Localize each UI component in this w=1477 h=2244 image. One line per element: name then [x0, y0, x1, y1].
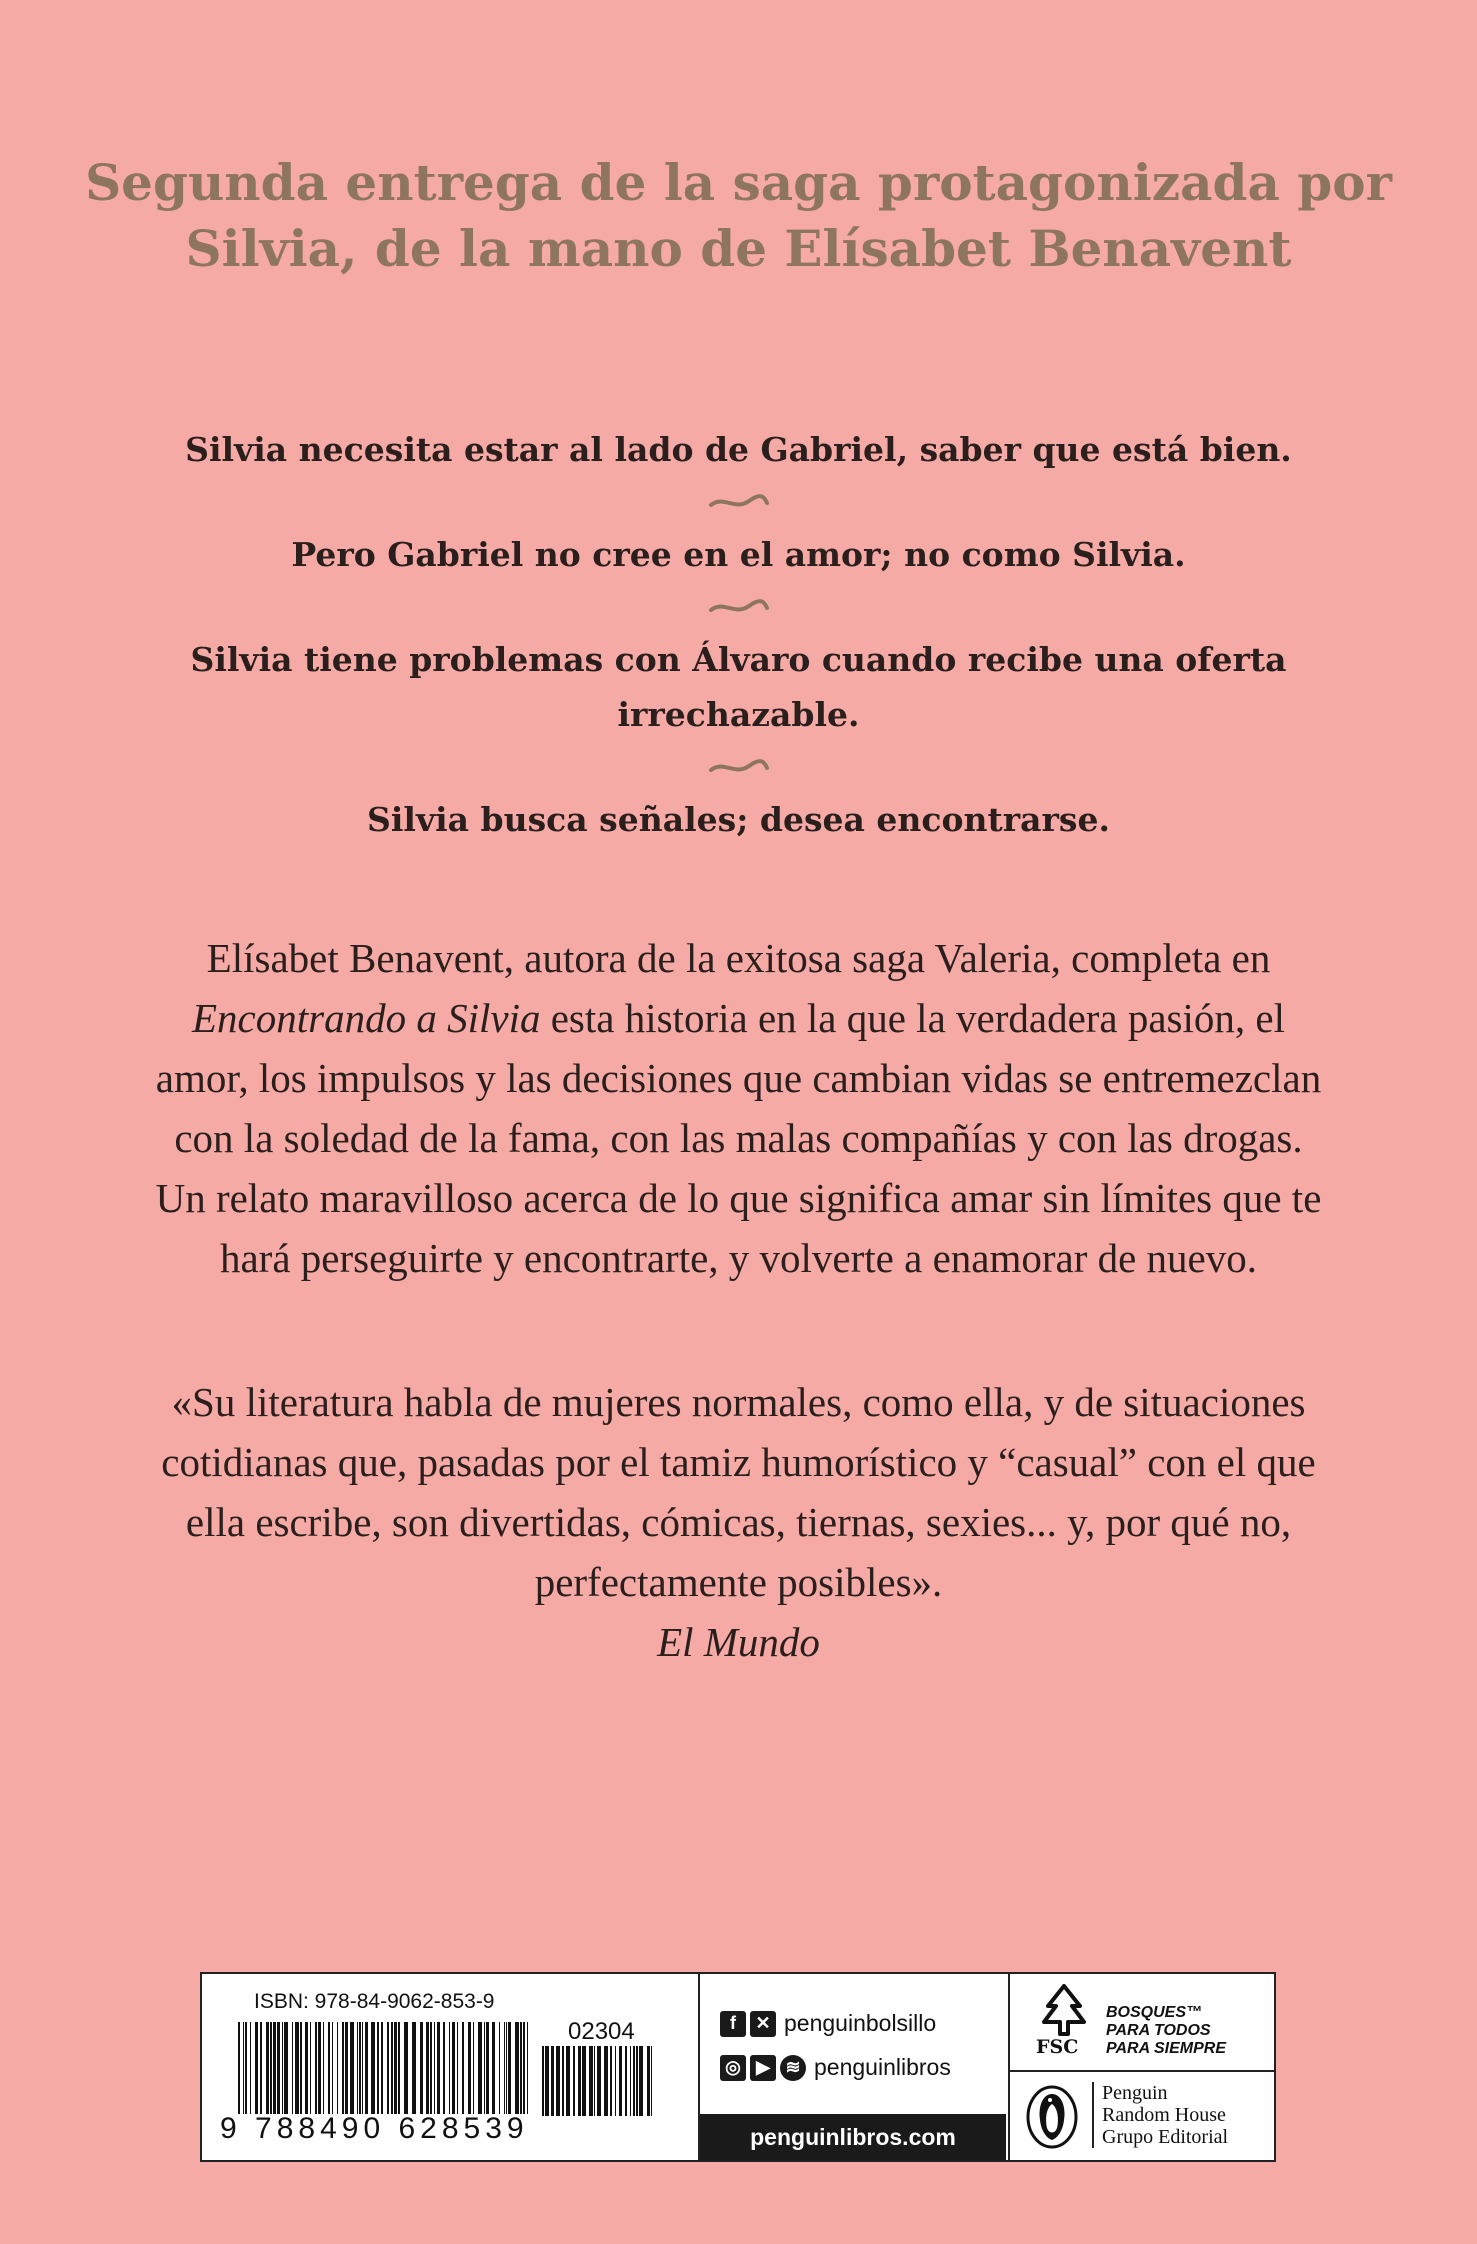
synopsis-after: esta historia en la que la verdadera pasión, el amor, los impulsos y las decisiones que cambian vidas se entremezclan con la soledad de la fama, con las malas compañías y con las drogas. Un relato maravilloso acerca de lo que significa amar sin límites que te hará perseguirte y encontrarte, y volverte a enamorar de nuevo. — [155, 995, 1322, 1281]
barcode-bar — [328, 2022, 330, 2114]
swash-divider — [120, 477, 1357, 527]
x-icon[interactable]: ✕ — [750, 2011, 776, 2037]
barcode-bar — [310, 2022, 311, 2114]
barcode-bar — [562, 2046, 564, 2116]
swash-divider — [120, 582, 1357, 632]
barcode-bar — [556, 2046, 560, 2116]
barcode-bar — [266, 2022, 269, 2114]
barcode-bar — [381, 2022, 383, 2114]
social-row-1 — [720, 2010, 936, 2037]
barcode-bar — [589, 2046, 593, 2116]
barcode-bar — [345, 2022, 348, 2114]
barcode-bar — [625, 2046, 627, 2116]
publisher-line: Penguin — [1102, 2082, 1168, 2104]
barcode-bar — [478, 2022, 482, 2114]
barcode-bar — [573, 2046, 575, 2116]
barcode-bar — [250, 2022, 251, 2114]
website-link[interactable]: penguinlibros.com — [700, 2114, 1006, 2160]
barcode-bar — [506, 2022, 507, 2114]
barcode-bar — [449, 2022, 450, 2114]
barcode-bar — [323, 2022, 324, 2114]
barcode-bar — [273, 2022, 276, 2114]
fsc-slogan-line: PARA SIEMPRE — [1106, 2040, 1227, 2057]
barcode-bar — [359, 2022, 361, 2114]
barcode-bar — [377, 2022, 379, 2114]
barcode-bar — [332, 2022, 333, 2114]
book-title: Encontrando a Silvia — [192, 995, 541, 1041]
barcode-bar — [420, 2022, 423, 2114]
barcode-bar — [578, 2046, 581, 2116]
barcode-bar — [462, 2022, 464, 2114]
barcode-bar — [504, 2022, 505, 2114]
tagline: Segunda entrega de la saga protagonizada por Silvia, de la mano de Elísabet Benavent — [85, 153, 1392, 278]
barcode-panel — [202, 1974, 700, 2160]
barcode-bar — [636, 2046, 638, 2116]
teaser-2: Pero Gabriel no cree en el amor; no como Silvia. — [291, 535, 1186, 574]
ean-digits: 9 788490 628539 — [220, 2112, 529, 2145]
barcode-bar — [651, 2046, 652, 2116]
barcode-bar — [597, 2046, 601, 2116]
barcode-bar — [582, 2046, 586, 2116]
barcode-bar — [542, 2046, 544, 2116]
quote-source: El Mundo — [657, 1619, 820, 1665]
addon-code: 02304 — [568, 2018, 635, 2045]
barcode-bar — [315, 2022, 317, 2114]
barcode-bar — [633, 2046, 635, 2116]
barcode-bar — [619, 2046, 622, 2116]
publisher-line: Random House — [1102, 2104, 1226, 2126]
barcode-bar — [357, 2022, 358, 2114]
instagram-icon[interactable]: ◎ — [720, 2055, 746, 2081]
barcode-bar — [443, 2022, 445, 2114]
social-handle-1[interactable]: penguinbolsillo — [784, 2010, 937, 2036]
barcode-bar — [238, 2022, 240, 2114]
barcode-bar — [243, 2022, 244, 2114]
barcode-bar — [604, 2046, 608, 2116]
barcode-bar — [515, 2022, 519, 2114]
barcode-bar — [292, 2022, 293, 2114]
teasers — [120, 422, 1357, 847]
barcode-bar — [492, 2022, 495, 2114]
barcode-bar — [430, 2022, 432, 2114]
barcode-bar — [468, 2022, 471, 2114]
barcode-bar — [350, 2022, 354, 2114]
barcode-bar — [523, 2022, 525, 2114]
social-panel — [700, 1974, 1010, 2160]
barcode-bar — [566, 2046, 570, 2116]
fsc-label: FSC — [1036, 2036, 1079, 2058]
barcode-bar — [295, 2022, 299, 2114]
barcode-bar — [284, 2022, 288, 2114]
barcode-bar — [300, 2022, 302, 2114]
social-handle-2[interactable]: penguinlibros — [814, 2054, 951, 2080]
barcode-bar — [362, 2022, 363, 2114]
barcode-bar — [594, 2046, 595, 2116]
barcode-bar — [520, 2022, 522, 2114]
synopsis-before: Elísabet Benavent, autora de la exitosa saga Valeria, completa en — [206, 935, 1271, 981]
publisher-panel — [1010, 2072, 1276, 2160]
teaser-4: Silvia busca señales; desea encontrarse. — [367, 800, 1110, 839]
barcode-bar — [260, 2022, 262, 2114]
barcode-bar — [639, 2046, 643, 2116]
barcode-bar — [610, 2046, 612, 2116]
back-matter-box — [200, 1972, 1276, 2162]
barcode-bar — [508, 2022, 511, 2114]
barcode-bar — [426, 2022, 429, 2114]
barcode-bar — [277, 2022, 280, 2114]
barcode-bar — [337, 2022, 338, 2114]
barcode-bar — [255, 2022, 258, 2114]
barcode-bar — [484, 2022, 485, 2114]
barcode — [238, 2022, 528, 2114]
fsc-slogan-line: PARA TODOS — [1106, 2022, 1211, 2039]
teaser-3: Silvia tiene problemas con Álvaro cuando recibe una oferta irrechazable. — [190, 640, 1287, 734]
penguin-icon — [1024, 2084, 1080, 2150]
social-row-2 — [720, 2054, 951, 2081]
barcode-bar — [371, 2022, 375, 2114]
barcode-bar — [647, 2046, 650, 2116]
facebook-icon[interactable]: f — [720, 2011, 746, 2037]
barcode-bar — [527, 2022, 528, 2114]
barcode-bar — [473, 2022, 474, 2114]
fsc-panel — [1010, 1974, 1276, 2072]
barcode-bar — [434, 2022, 435, 2114]
publisher-name — [1092, 2082, 1228, 2148]
barcode-bar — [282, 2022, 283, 2114]
barcode-bar — [412, 2022, 416, 2114]
spotify-icon[interactable]: ≋ — [780, 2055, 806, 2081]
barcode-bar — [545, 2046, 549, 2116]
fsc-slogan — [1106, 2004, 1226, 2058]
barcode-bar — [387, 2022, 389, 2114]
barcode-bar — [630, 2046, 631, 2116]
synopsis — [150, 928, 1327, 1288]
fsc-tree-icon — [1034, 1984, 1094, 2036]
barcode-bar — [270, 2022, 272, 2114]
barcode-bar — [499, 2022, 500, 2114]
barcode-addon — [542, 2046, 654, 2116]
swash-divider — [120, 742, 1357, 792]
youtube-icon[interactable]: ▶ — [750, 2055, 776, 2081]
barcode-bar — [404, 2022, 408, 2114]
barcode-bar — [615, 2046, 616, 2116]
publisher-line: Grupo Editorial — [1102, 2126, 1229, 2148]
fsc-slogan-line: BOSQUES™ — [1106, 2004, 1203, 2021]
barcode-bar — [318, 2022, 321, 2114]
barcode-bar — [342, 2022, 344, 2114]
barcode-bar — [398, 2022, 400, 2114]
press-quote: «Su literatura habla de mujeres normales, como ella, y de situaciones cotidianas que, pasadas por el tamiz humorístico y “casual” con el que ella escribe, son divertidas, cómicas, tiernas, sexies... y, por qué no, perfectamente posibles». — [161, 1379, 1316, 1605]
teaser-1: Silvia necesita estar al lado de Gabriel, saber que está bien. — [185, 430, 1292, 469]
barcode-bar — [551, 2046, 554, 2116]
barcode-bar — [394, 2022, 397, 2114]
barcode-bar — [437, 2022, 440, 2114]
barcode-bar — [457, 2022, 458, 2114]
barcode-bar — [305, 2022, 308, 2114]
barcode-bar — [245, 2022, 247, 2114]
isbn: ISBN: 978-84-9062-853-9 — [254, 1990, 495, 2013]
barcode-bar — [486, 2022, 489, 2114]
barcode-bar — [391, 2022, 393, 2114]
barcode-bar — [365, 2022, 368, 2114]
barcode-bar — [452, 2022, 455, 2114]
